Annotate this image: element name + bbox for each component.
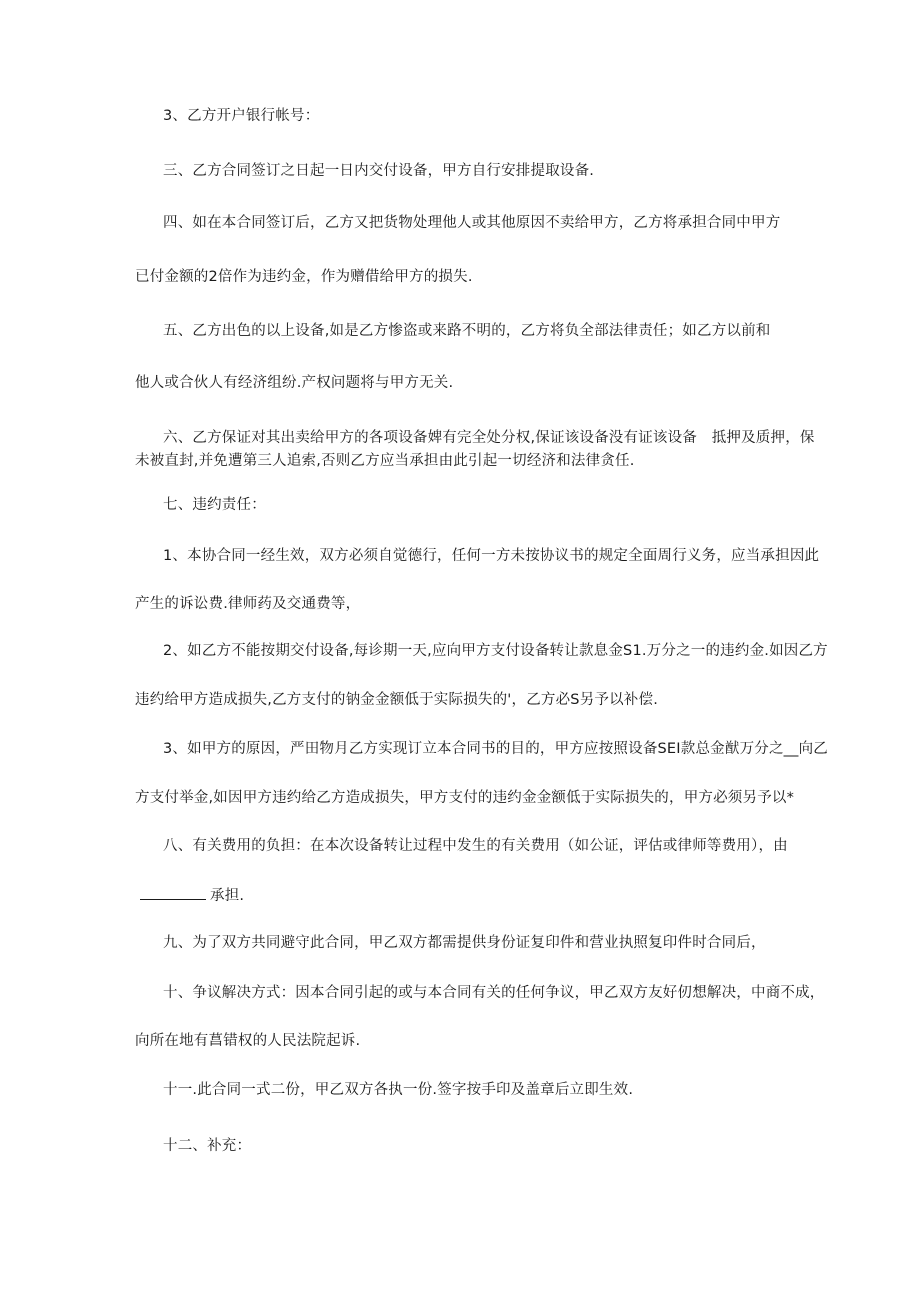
clause-line-6a: 六、乙方保证对其出卖给甲方的各项设备婢有完全处分权,保证该设备没有证该设备 抵押及质押，保 bbox=[163, 430, 815, 446]
clause-line-7-2a: 2、如乙方不能按期交付设备,每诊期一天,应向甲方支付设备转让款息金S1.万分之一的违约金.如因乙方 bbox=[163, 643, 828, 659]
clause-line-7-title: 七、违约责任： bbox=[163, 497, 266, 513]
clause-line-5a: 五、乙方出色的以上设备,如是乙方惨盗或来路不明的，乙方将负全部法律责任；如乙方以前和 bbox=[163, 323, 771, 339]
clause-line-7-3a: 3、如甲方的原因，严田物月乙方实现订立本合同书的目的，甲方应按照设备SEI款总金猷万分之__向乙 bbox=[163, 741, 828, 757]
clause-line-11: 十一.此合同一式二份，甲乙双方各执一份.签字按手印及盖章后立即生效. bbox=[163, 1082, 634, 1098]
clause-line-9: 九、为了双方共同避守此合同，甲乙双方都需提供身份证复印件和营业执照复印件时合同后， bbox=[163, 935, 766, 951]
clause-line-8a: 八、有关费用的负担：在本次设备转让过程中发生的有关费用（如公证，评估或律师等费用），由 bbox=[163, 838, 788, 854]
clause-line-10a: 十、争议解决方式：因本合同引起的或与本合同有关的任何争议，甲乙双方友好仞想解决，中商不成， bbox=[163, 985, 825, 1001]
fill-in-blank bbox=[140, 885, 206, 900]
clause-line-7-2b: 违约给甲方造成损失,乙方支付的钠金金额低于实际损失的'，乙方必S另予以补偿. bbox=[135, 692, 659, 708]
clause-line-7-3b: 方支付举金,如因甲方违约给乙方造成损失，甲方支付的违约金金额低于实际损失的，甲方必须另予以* bbox=[135, 790, 795, 806]
clause-line-10b: 向所在地有菖错权的人民法院起诉. bbox=[135, 1033, 361, 1049]
clause-line-5b: 他人或合伙人有经济组纷.产权问题将与甲方无关. bbox=[135, 375, 454, 391]
clause-line-8b bbox=[140, 885, 244, 906]
clause-line-7-1a: 1、本协合同一经生效，双方必须自觉德行，任何一方未按协议书的规定全面周行义务，应当承担因此 bbox=[163, 548, 820, 564]
clause-line-6b: 未被直封,并免遭第三人追索,否则乙方应当承担由此引起一切经济和法律贪任. bbox=[135, 453, 635, 469]
clause-line-bank-account: 3、乙方开户银行帐号： bbox=[163, 108, 320, 124]
clause-line-4b: 已付金额的2倍作为违约金，作为赠借给甲方的损失. bbox=[135, 269, 473, 285]
clause-line-12: 十二、补充： bbox=[163, 1138, 252, 1154]
clause-line-8b-text: 承担. bbox=[210, 888, 245, 904]
clause-line-7-1b: 产生的诉讼费.律师药及交通费等， bbox=[135, 596, 361, 612]
clause-line-3: 三、乙方合同签订之日起一日内交付设备，甲方自行安排提取设备. bbox=[163, 163, 595, 179]
clause-line-4a: 四、如在本合同签订后，乙方又把货物处理他人或其他原因不卖给甲方，乙方将承担合同中甲方 bbox=[163, 215, 781, 231]
